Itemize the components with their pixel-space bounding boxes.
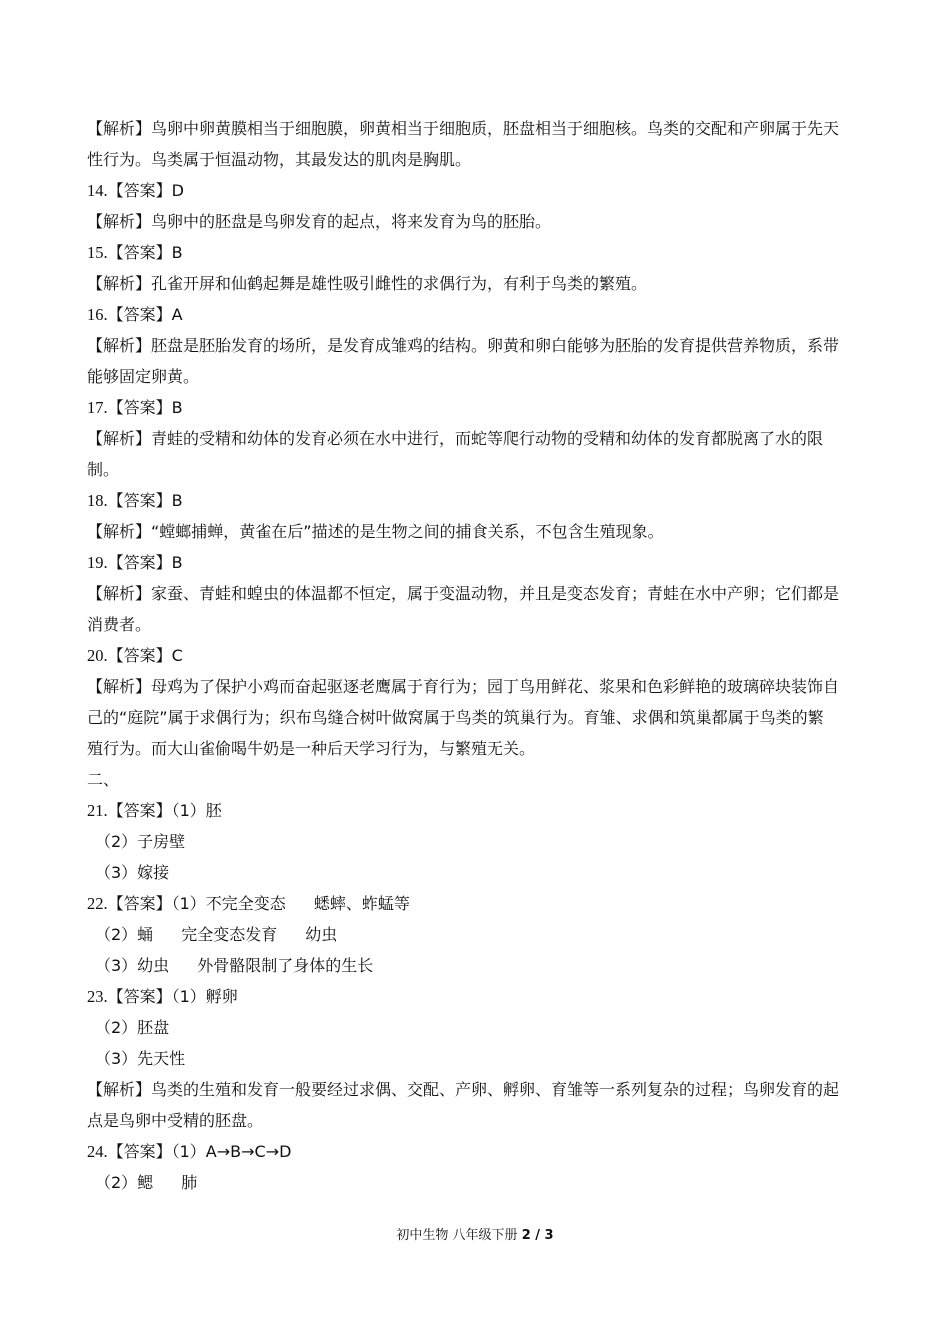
line-text: 【解析】“螳螂捕蝉，黄雀在后”描述的是生物之间的捕食关系，不包含生殖现象。 (87, 522, 664, 541)
line-text: 【答案】D (107, 181, 184, 200)
text-line (87, 175, 872, 206)
text-line (87, 919, 872, 950)
question-number: 22. (87, 894, 108, 913)
line-text: 【解析】胚盘是胚胎发育的场所，是发育成雏鸡的结构。卵黄和卵白能够为胚胎的发育提供营养物质，系带 (87, 336, 840, 355)
text-line (87, 516, 872, 547)
question-number: 14. (87, 181, 108, 200)
text-line (87, 330, 872, 361)
line-text: 【答案】（1）不完全变态 (107, 894, 286, 913)
text-line (87, 795, 872, 826)
line-text: 性行为。鸟类属于恒温动物，其最发达的肌肉是胸肌。 (87, 150, 472, 169)
line-text: 【答案】B (107, 398, 183, 417)
footer-label: 初中生物 八年级下册 (396, 1228, 518, 1243)
text-line (87, 1167, 872, 1198)
line-text: 能够固定卵黄。 (87, 367, 200, 386)
line-text: 【答案】B (107, 491, 183, 510)
line-text: 完全变态发育 (181, 925, 278, 944)
text-line (87, 423, 872, 454)
text-line (87, 857, 872, 888)
line-text: 殖行为。而大山雀偷喝牛奶是一种后天学习行为，与繁殖无关。 (87, 739, 536, 758)
text-line (87, 392, 872, 423)
line-text: 【答案】B (107, 243, 183, 262)
line-text: （3）先天性 (95, 1049, 186, 1068)
text-line (87, 702, 872, 733)
text-line (87, 206, 872, 237)
text-line (87, 888, 872, 919)
text-line (87, 1074, 872, 1105)
text-line (87, 826, 872, 857)
text-line (87, 1105, 872, 1136)
text-line (87, 733, 872, 764)
question-number: 17. (87, 398, 108, 417)
page-footer (0, 1226, 950, 1246)
text-line (87, 237, 872, 268)
line-text: （2）子房壁 (95, 832, 186, 851)
question-number: 15. (87, 243, 108, 262)
text-line (87, 1012, 872, 1043)
line-text: 幼虫 (305, 925, 338, 944)
line-text: 【解析】鸟类的生殖和发育一般要经过求偶、交配、产卵、孵卵、育雏等一系列复杂的过程；鸟卵发育的起 (87, 1080, 840, 1099)
line-text: 【解析】鸟卵中的胚盘是鸟卵发育的起点，将来发育为鸟的胚胎。 (87, 212, 552, 231)
text-line (87, 547, 872, 578)
line-text: 二、 (87, 770, 120, 789)
line-text: 肺 (181, 1173, 198, 1192)
line-text: 【答案】B (107, 553, 183, 572)
question-number: 23. (87, 987, 108, 1006)
line-text: 点是鸟卵中受精的胚盘。 (87, 1111, 264, 1130)
text-line (87, 268, 872, 299)
text-line (87, 1136, 872, 1167)
line-text: （3）幼虫 (95, 956, 170, 975)
line-text: 己的“庭院”属于求偶行为；织布鸟缝合树叶做窝属于鸟类的筑巢行为。育雏、求偶和筑巢都属于鸟类的繁 (87, 708, 824, 727)
text-line (87, 981, 872, 1012)
line-text: 【解析】鸟卵中卵黄膜相当于细胞膜，卵黄相当于细胞质，胚盘相当于细胞核。鸟类的交配和产卵属于先天 (87, 119, 840, 138)
text-line (87, 671, 872, 702)
answer-content (87, 113, 872, 1198)
text-line (87, 1043, 872, 1074)
text-line (87, 950, 872, 981)
text-line (87, 609, 872, 640)
line-text: （2）鳃 (95, 1173, 154, 1192)
line-text: 【解析】母鸡为了保护小鸡而奋起驱逐老鹰属于育行为；园丁鸟用鲜花、浆果和色彩鲜艳的玻璃碎块装饰自 (87, 677, 840, 696)
line-text: （2）蛹 (95, 925, 154, 944)
line-text: 制。 (87, 460, 120, 479)
line-text: 消费者。 (87, 615, 152, 634)
line-text: 蟋蟀、蚱蜢等 (313, 894, 410, 913)
text-line (87, 113, 872, 144)
text-line (87, 361, 872, 392)
question-number: 24. (87, 1142, 108, 1161)
text-line (87, 454, 872, 485)
footer-page-number: 2 / 3 (521, 1228, 554, 1243)
line-text: 【解析】家蚕、青蛙和蝗虫的体温都不恒定，属于变温动物，并且是变态发育；青蛙在水中产卵；它们都是 (87, 584, 840, 603)
question-number: 18. (87, 491, 108, 510)
line-text: 【答案】（1）A→B→C→D (107, 1142, 292, 1161)
line-text: 【解析】孔雀开屏和仙鹤起舞是雄性吸引雌性的求偶行为，有利于鸟类的繁殖。 (87, 274, 648, 293)
line-text: （3）嫁接 (95, 863, 170, 882)
line-text: 【答案】（1）孵卵 (107, 987, 238, 1006)
line-text: 【解析】青蛙的受精和幼体的发育必须在水中进行，而蛇等爬行动物的受精和幼体的发育都脱离了水的限 (87, 429, 824, 448)
question-number: 21. (87, 801, 108, 820)
text-line (87, 144, 872, 175)
question-number: 20. (87, 646, 108, 665)
text-line (87, 299, 872, 330)
text-line (87, 764, 872, 795)
text-line (87, 640, 872, 671)
question-number: 19. (87, 553, 108, 572)
text-line (87, 485, 872, 516)
line-text: 【答案】C (107, 646, 183, 665)
line-text: 外骨骼限制了身体的生长 (197, 956, 374, 975)
line-text: 【答案】A (107, 305, 183, 324)
question-number: 16. (87, 305, 108, 324)
line-text: （2）胚盘 (95, 1018, 170, 1037)
line-text: 【答案】（1）胚 (107, 801, 222, 820)
text-line (87, 578, 872, 609)
